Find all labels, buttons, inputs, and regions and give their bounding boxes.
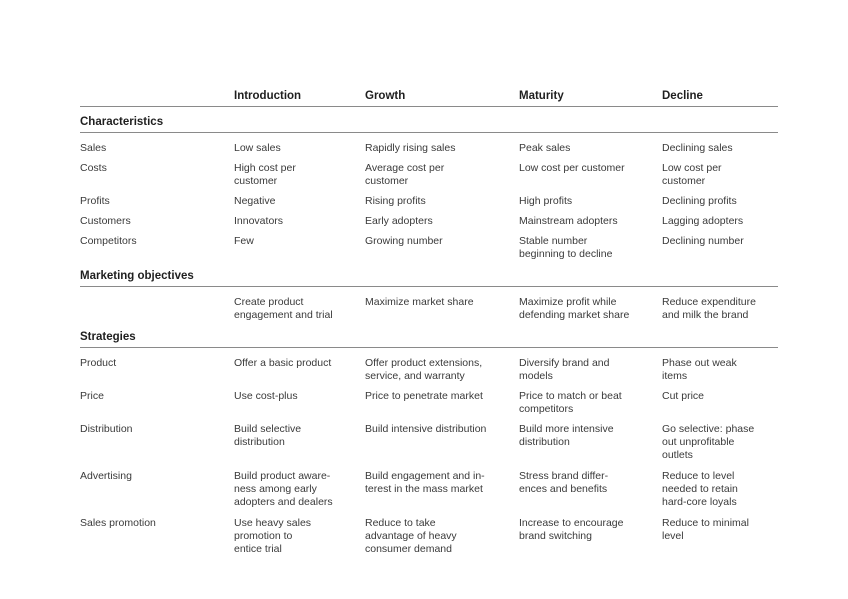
- row-label: Product: [80, 357, 117, 369]
- table-row: [80, 390, 778, 416]
- table-body: [80, 114, 778, 557]
- table-cell: Rising profits: [365, 195, 426, 207]
- table-cell: Maximize profit while defending market share: [519, 296, 630, 322]
- table-cell: Negative: [234, 195, 276, 207]
- table-cell: Go selective: phase out unprofitable outlets: [662, 423, 755, 462]
- table-cell: Declining number: [662, 235, 744, 247]
- table-row: [80, 195, 778, 208]
- row-label: Price: [80, 390, 104, 402]
- table-cell: Declining profits: [662, 195, 737, 207]
- table-cell: Build intensive distribution: [365, 423, 487, 435]
- table-row: [80, 470, 778, 510]
- row-label: Sales: [80, 142, 107, 154]
- table-cell: Phase out weak items: [662, 357, 737, 383]
- table-row: [80, 517, 778, 557]
- table-row: [80, 296, 778, 322]
- table-cell: High cost per customer: [234, 162, 296, 188]
- row-label: Profits: [80, 195, 110, 207]
- table-row: [80, 423, 778, 463]
- row-label: Distribution: [80, 423, 133, 435]
- column-header: Decline: [662, 90, 703, 102]
- table-cell: Mainstream adopters: [519, 215, 618, 227]
- section-heading: [80, 114, 778, 133]
- table-cell: Reduce expenditure and milk the brand: [662, 296, 756, 322]
- table-cell: Use cost-plus: [234, 390, 298, 402]
- column-header: Maturity: [519, 90, 564, 102]
- section-title: Characteristics: [80, 116, 164, 128]
- table-row: [80, 357, 778, 383]
- table-row: [80, 142, 778, 155]
- table-cell: Build more intensive distribution: [519, 423, 614, 449]
- table-cell: Build product aware- ness among early adopters and dealers: [234, 470, 333, 509]
- row-label: Advertising: [80, 470, 132, 482]
- row-label: Competitors: [80, 235, 137, 247]
- table-cell: High profits: [519, 195, 573, 207]
- plc-table: [80, 86, 778, 557]
- table-cell: Cut price: [662, 390, 705, 402]
- section-heading: [80, 268, 778, 287]
- table-row: [80, 162, 778, 188]
- table-cell: Growing number: [365, 235, 443, 247]
- table-cell: Early adopters: [365, 215, 433, 227]
- table-cell: Low sales: [234, 142, 281, 154]
- row-label: Customers: [80, 215, 131, 227]
- table-cell: Diversify brand and models: [519, 357, 610, 383]
- table-cell: Low cost per customer: [662, 162, 722, 188]
- table-cell: Maximize market share: [365, 296, 474, 308]
- section-title: Marketing objectives: [80, 270, 194, 282]
- table-cell: Reduce to level needed to retain hard-core loyals: [662, 470, 738, 509]
- table-cell: Reduce to take advantage of heavy consumer demand: [365, 517, 457, 556]
- table-row: [80, 235, 778, 261]
- table-cell: Low cost per customer: [519, 162, 625, 174]
- table-cell: Offer a basic product: [234, 357, 332, 369]
- table-cell: Stable number beginning to decline: [519, 235, 613, 261]
- table-cell: Rapidly rising sales: [365, 142, 456, 154]
- table-cell: Use heavy sales promotion to entice trial: [234, 517, 312, 556]
- column-header: Growth: [365, 90, 406, 102]
- table-header: [80, 86, 778, 107]
- table-cell: Declining sales: [662, 142, 733, 154]
- column-header: Introduction: [234, 90, 302, 102]
- section-title: Strategies: [80, 331, 136, 343]
- table-cell: Lagging adopters: [662, 215, 744, 227]
- table-cell: Offer product extensions, service, and warranty: [365, 357, 483, 383]
- table-cell: Build selective distribution: [234, 423, 302, 449]
- row-label: Sales promotion: [80, 517, 156, 529]
- table-row: [80, 215, 778, 228]
- table-cell: Increase to encourage brand switching: [519, 517, 624, 543]
- section-heading: [80, 329, 778, 348]
- table-cell: Innovators: [234, 215, 284, 227]
- table-cell: Stress brand differ- ences and benefits: [519, 470, 609, 496]
- table-cell: Reduce to minimal level: [662, 517, 749, 543]
- table-cell: Average cost per customer: [365, 162, 445, 188]
- row-label: Costs: [80, 162, 107, 174]
- table-cell: Few: [234, 235, 254, 247]
- table-cell: Price to match or beat competitors: [519, 390, 622, 416]
- table-cell: Build engagement and in- terest in the mass market: [365, 470, 485, 496]
- table-cell: Peak sales: [519, 142, 571, 154]
- table-cell: Price to penetrate market: [365, 390, 483, 402]
- table-cell: Create product engagement and trial: [234, 296, 333, 322]
